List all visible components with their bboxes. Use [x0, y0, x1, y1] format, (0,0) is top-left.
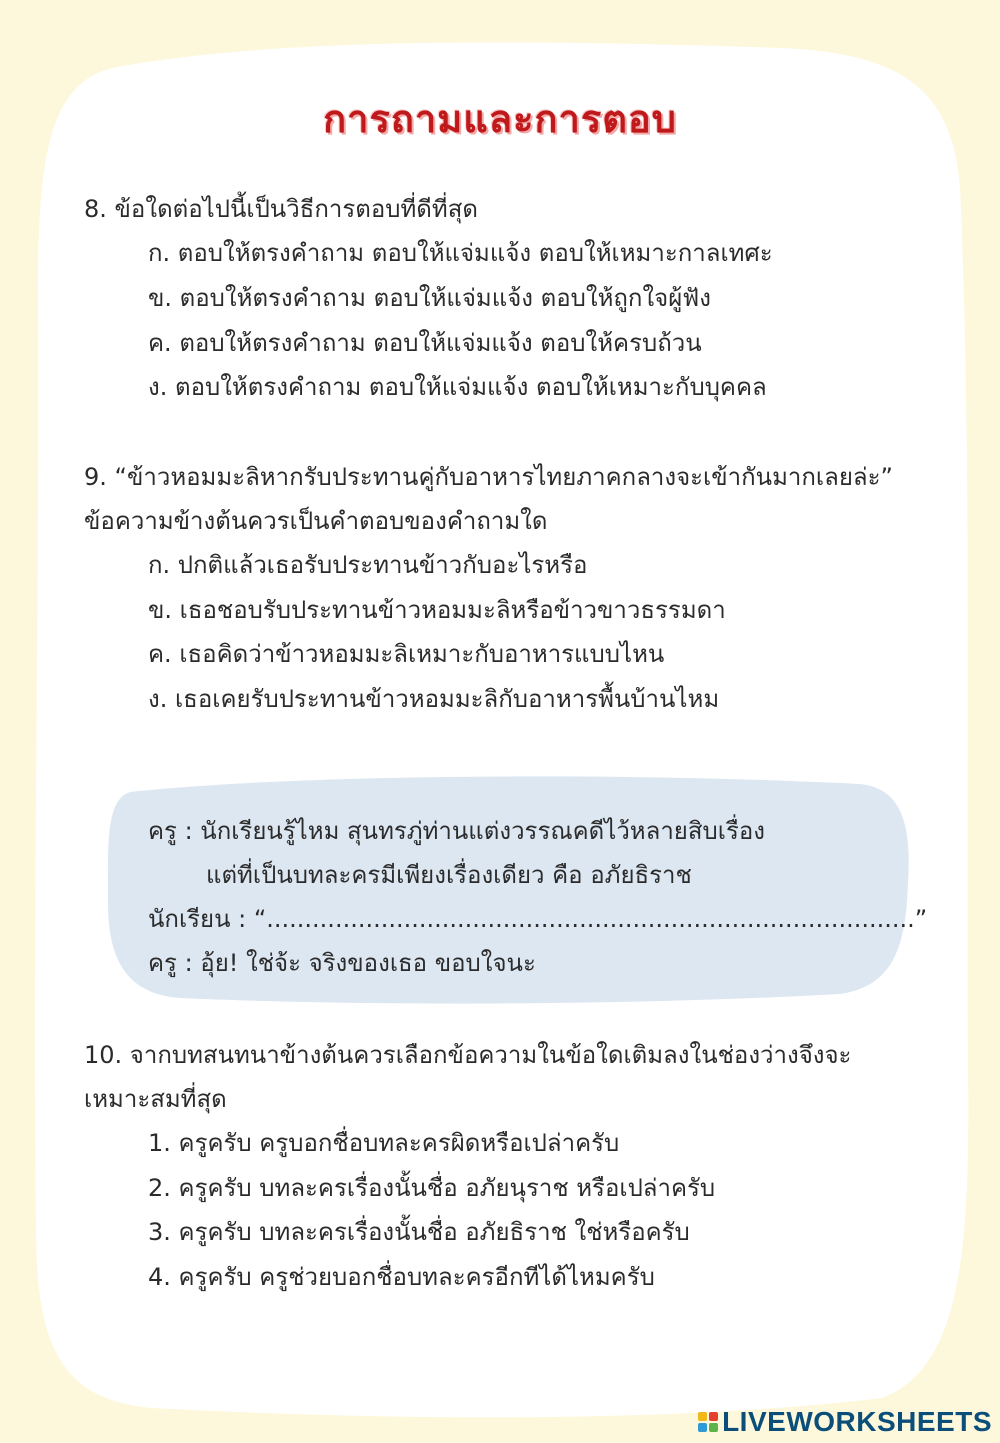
q8-option-d[interactable]: ง. ตอบให้ตรงคำถาม ตอบให้แจ่มแจ้ง ตอบให้เหมาะกับบุคคล — [148, 373, 767, 401]
liveworksheets-footer — [698, 1405, 992, 1439]
question-10-line-2: เหมาะสมที่สุด — [84, 1085, 227, 1113]
q9-option-a[interactable]: ก. ปกติแล้วเธอรับประทานข้าวกับอะไรหรือ — [148, 551, 588, 579]
page-title: การถามและการตอบ — [323, 97, 677, 141]
q9-option-b[interactable]: ข. เธอชอบรับประทานข้าวหอมมะลิหรือข้าวขาวธรรมดา — [148, 596, 726, 624]
q10-option-4[interactable]: 4. ครูครับ ครูช่วยบอกชื่อบทละครอีกทีได้ไหมครับ — [148, 1263, 655, 1291]
worksheet-paper — [22, 28, 982, 1420]
q10-option-2[interactable]: 2. ครูครับ บทละครเรื่องนั้นชื่อ อภัยนุราช หรือเปล่าครับ — [148, 1174, 716, 1202]
dialogue-teacher-line-2: แต่ที่เป็นบทละครมีเพียงเรื่องเดียว คือ อภัยธิราช — [206, 861, 692, 889]
liveworksheets-logo-icon — [698, 1412, 718, 1432]
q8-option-c[interactable]: ค. ตอบให้ตรงคำถาม ตอบให้แจ่มแจ้ง ตอบให้ครบถ้วน — [148, 329, 702, 357]
q9-option-d[interactable]: ง. เธอเคยรับประทานข้าวหอมมะลิกับอาหารพื้นบ้านไหม — [148, 685, 720, 713]
q9-option-c[interactable]: ค. เธอคิดว่าข้าวหอมมะลิเหมาะกับอาหารแบบไหน — [148, 640, 665, 668]
q10-option-3[interactable]: 3. ครูครับ บทละครเรื่องนั้นชื่อ อภัยธิราช ใช่หรือครับ — [148, 1218, 690, 1246]
dialogue-teacher-line-1: ครู : นักเรียนรู้ไหม สุนทรภู่ท่านแต่งวรรณคดีไว้หลายสิบเรื่อง — [148, 817, 765, 845]
question-8: 8. ข้อใดต่อไปนี้เป็นวิธีการตอบที่ดีที่สุด — [84, 195, 478, 223]
question-9-line-2: ข้อความข้างต้นควรเป็นคำตอบของคำถามใด — [84, 507, 548, 535]
question-9-line-1: 9. “ข้าวหอมมะลิหากรับประทานคู่กับอาหารไทยภาคกลางจะเข้ากันมากเลยล่ะ” — [84, 463, 893, 491]
paper-background — [22, 28, 982, 1420]
dialogue-teacher-line-3: ครู : อุ้ย! ใช่จ้ะ จริงของเธอ ขอบใจนะ — [148, 949, 536, 977]
dialogue-student-blank[interactable]: นักเรียน : “.....................................................................................” — [148, 905, 928, 933]
q8-option-b[interactable]: ข. ตอบให้ตรงคำถาม ตอบให้แจ่มแจ้ง ตอบให้ถูกใจผู้ฟัง — [148, 284, 712, 312]
q10-option-1[interactable]: 1. ครูครับ ครูบอกชื่อบทละครผิดหรือเปล่าครับ — [148, 1129, 620, 1157]
question-10-line-1: 10. จากบทสนทนาข้างต้นควรเลือกข้อความในข้อใดเติมลงในช่องว่างจึงจะ — [84, 1041, 852, 1069]
q8-option-a[interactable]: ก. ตอบให้ตรงคำถาม ตอบให้แจ่มแจ้ง ตอบให้เหมาะกาลเทศะ — [148, 239, 773, 267]
liveworksheets-brand: LIVEWORKSHEETS — [722, 1406, 992, 1437]
